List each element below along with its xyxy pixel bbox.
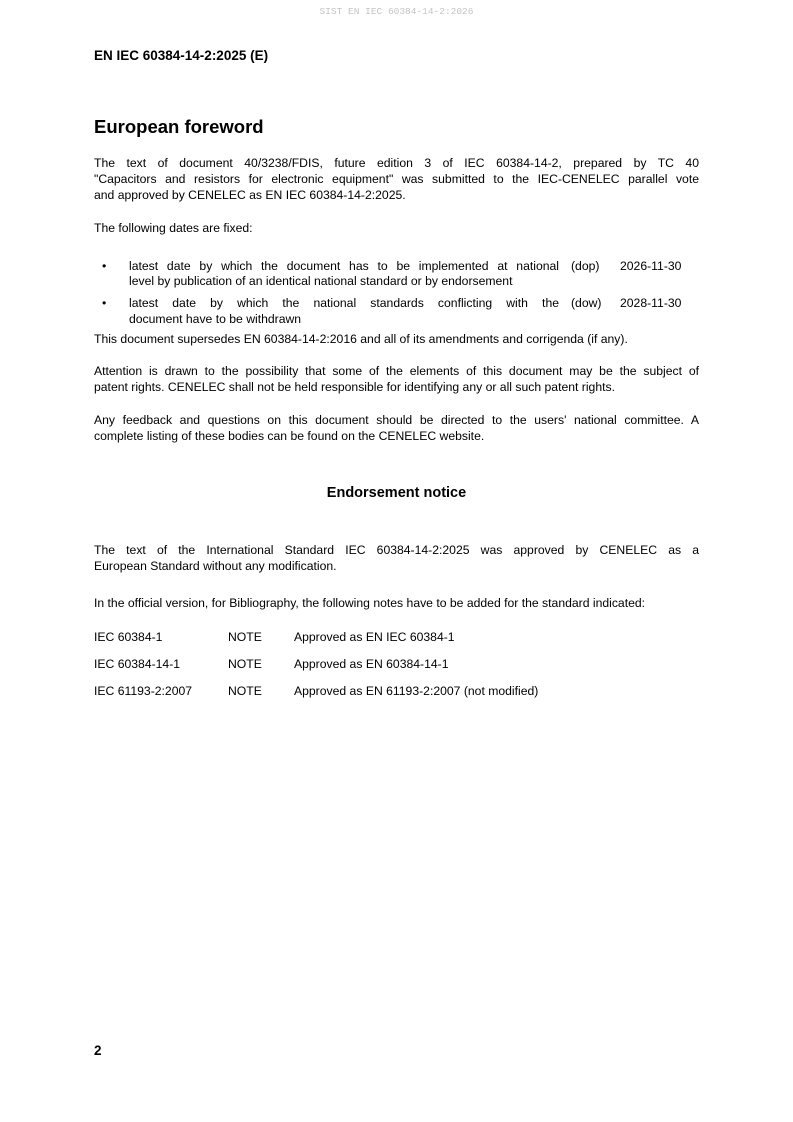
date-item-text-line1: latest date by which the document has to be implemented at national — [129, 259, 559, 273]
date-item-text-line2: level by publication of an identical national standard or by endorsement — [129, 274, 513, 288]
dates-intro: The following dates are fixed: — [94, 221, 253, 235]
endorsement-para1-line2: European Standard without any modification. — [94, 559, 337, 573]
attention-line2: patent rights. CENELEC shall not be held responsible for identifying any or all such patent rights. — [94, 380, 615, 394]
attention-line1: Attention is drawn to the possibility that some of the elements of this document may be the subject of — [94, 364, 699, 378]
endorsement-para1-line1: The text of the International Standard IEC 60384-14-2:2025 was approved by CENELEC as a — [94, 543, 699, 557]
endorsement-para2: In the official version, for Bibliography, the following notes have to be added for the standard indicated: — [94, 596, 646, 610]
note-text: Approved as EN 60384-14-1 — [294, 657, 449, 671]
foreword-para1-line1: The text of document 40/3238/FDIS, future edition 3 of IEC 60384-14-2, prepared by TC 40 — [94, 156, 699, 170]
date-item-date: 2028-11-30 — [620, 296, 682, 310]
note-standard: IEC 60384-1 — [94, 630, 163, 644]
date-item-text-line2: document have to be withdrawn — [129, 312, 302, 326]
section-title-endorsement: Endorsement notice — [326, 485, 467, 501]
date-item-date: 2026-11-30 — [620, 259, 682, 273]
page-number: 2 — [94, 1043, 102, 1058]
note-standard: IEC 61193-2:2007 — [94, 684, 193, 698]
date-item-tag: (dow) — [571, 296, 602, 310]
document-header: EN IEC 60384-14-2:2025 (E) — [94, 48, 269, 63]
note-label: NOTE — [228, 657, 262, 671]
note-label: NOTE — [228, 630, 262, 644]
date-item-text-line1: latest date by which the national standards conflicting with the — [129, 296, 559, 310]
note-standard: IEC 60384-14-1 — [94, 657, 181, 671]
note-label: NOTE — [228, 684, 262, 698]
foreword-para1-line2: "Capacitors and resistors for electronic equipment" was submitted to the IEC-CENELEC parallel vote — [94, 172, 699, 186]
section-title-foreword: European foreword — [94, 116, 264, 137]
bullet-icon: • — [102, 259, 107, 273]
watermark: SIST EN IEC 60384-14-2:2026 — [319, 6, 474, 17]
note-text: Approved as EN IEC 60384-1 — [294, 630, 455, 644]
foreword-para1-line3: and approved by CENELEC as EN IEC 60384-14-2:2025. — [94, 188, 406, 202]
note-text: Approved as EN 61193-2:2007 (not modified) — [294, 684, 539, 698]
feedback-line2: complete listing of these bodies can be found on the CENELEC website. — [94, 429, 485, 443]
supersedes-text: This document supersedes EN 60384-14-2:2016 and all of its amendments and corrigenda (if any). — [94, 332, 628, 346]
bullet-icon: • — [102, 296, 107, 310]
feedback-line1: Any feedback and questions on this document should be directed to the users' national committee. A — [94, 413, 699, 427]
date-item-tag: (dop) — [571, 259, 600, 273]
